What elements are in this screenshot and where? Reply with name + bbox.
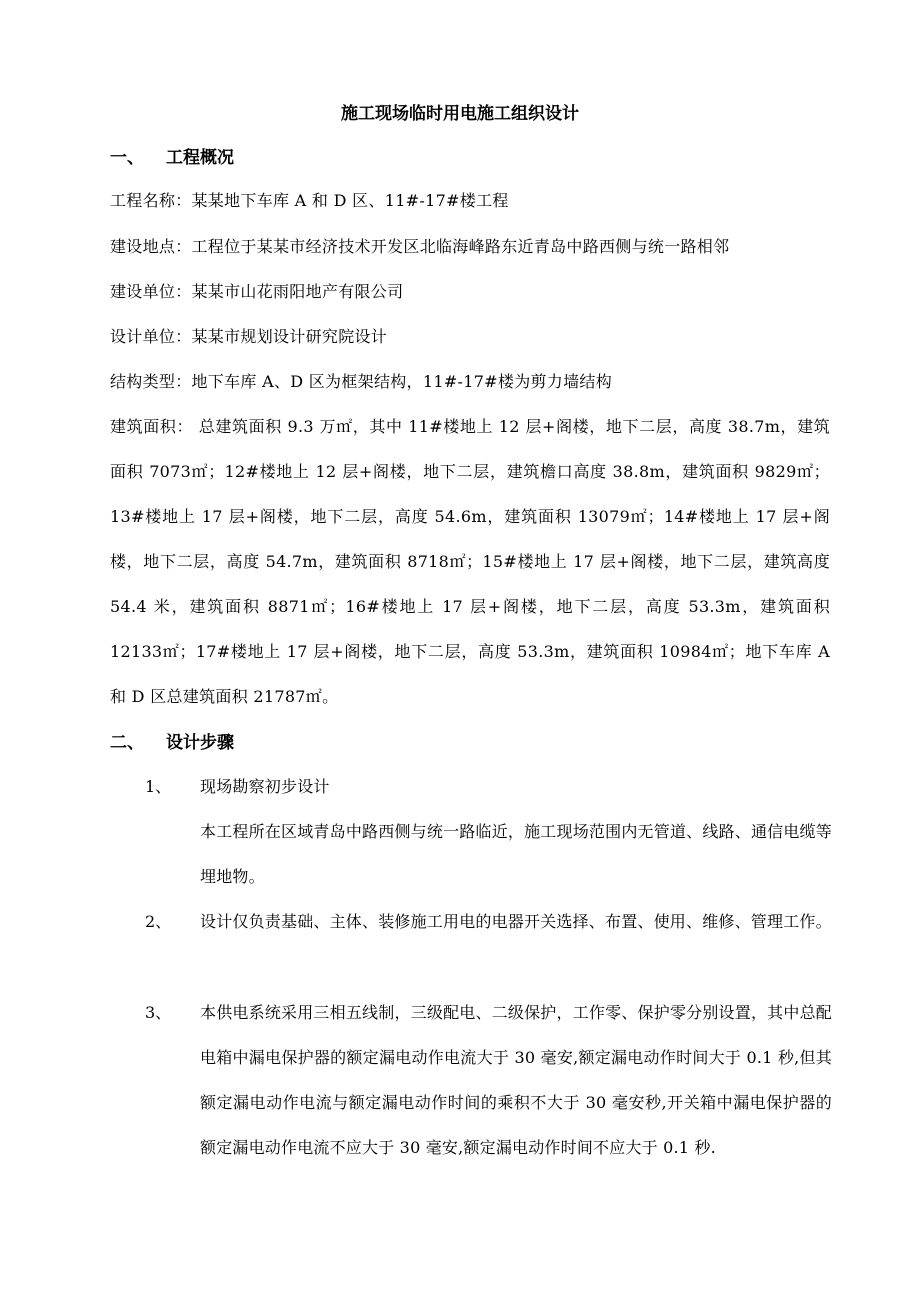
structure-type-line: 结构类型：地下车库 A、D 区为框架结构，11#-17#楼为剪力墙结构 <box>110 372 612 391</box>
step-text: 设计仅负责基础、主体、装修施工用电的电器开关选择、布置、使用、维修、管理工作。 <box>200 912 832 931</box>
step-number: 3、 <box>145 1003 172 1022</box>
project-location-line: 建设地点：工程位于某某市经济技术开发区北临海峰路东近青岛中路西侧与统一路相邻 <box>110 237 730 256</box>
step-number: 2、 <box>145 912 172 931</box>
section-heading-design-steps <box>110 731 234 755</box>
project-owner-line: 建设单位：某某市山花雨阳地产有限公司 <box>110 282 404 301</box>
step-number: 1、 <box>145 777 172 796</box>
section-title: 工程概况 <box>166 148 234 168</box>
section-heading-overview <box>110 146 234 170</box>
document-title: 施工现场临时用电施工组织设计 <box>341 104 579 124</box>
step-text: 本供电系统采用三相五线制，三级配电、二级保护，工作零、保护零分别设置，其中总配电箱中漏电保护器的额定漏电动作电流大于 30 毫安,额定漏电动作时间大于 0.1 秒,但其额定漏电动作电流与额定漏电动作时间的乘积不大于 30 毫安秒,开关箱中漏电保护器的额定漏电动作电流不应大于 30 毫安,额定漏电动作时间不应大于 0.1 秒. <box>200 1003 832 1157</box>
building-area-paragraph: 建筑面积： 总建筑面积 9.3 万㎡，其中 11#楼地上 12 层+阁楼，地下二层，高度 38.7m，建筑面积 7073㎡；12#楼地上 12 层+阁楼，地下二层，建筑檐口高度 38.8m，建筑面积 9829㎡；13#楼地上 17 层+阁楼，地下二层，高度 54.6m，建筑面积 13079㎡；14#楼地上 17 层+阁楼，地下二层，高度 54.7m，建筑面积 8718㎡；15#楼地上 17 层+阁楼，地下二层，建筑高度 54.4 米，建筑面积 8871㎡；16#楼地上 17 层+阁楼，地下二层，高度 53.3m，建筑面积 12133㎡；17#楼地上 17 层+阁楼，地下二层，高度 53.3m，建筑面积 10984㎡；地下车库 A 和 D 区总建筑面积 21787㎡。 <box>110 417 830 706</box>
project-name-line: 工程名称：某某地下车库 A 和 D 区、11#-17#楼工程 <box>110 191 509 210</box>
project-designer-line: 设计单位：某某市规划设计研究院设计 <box>110 327 388 346</box>
section-number: 二、 <box>110 733 144 753</box>
step-title: 现场勘察初步设计 <box>200 777 330 796</box>
section-title: 设计步骤 <box>166 733 234 753</box>
section-number: 一、 <box>110 148 144 168</box>
step-text: 本工程所在区域青岛中路西侧与统一路临近，施工现场范围内无管道、线路、通信电缆等埋地物。 <box>200 822 832 886</box>
